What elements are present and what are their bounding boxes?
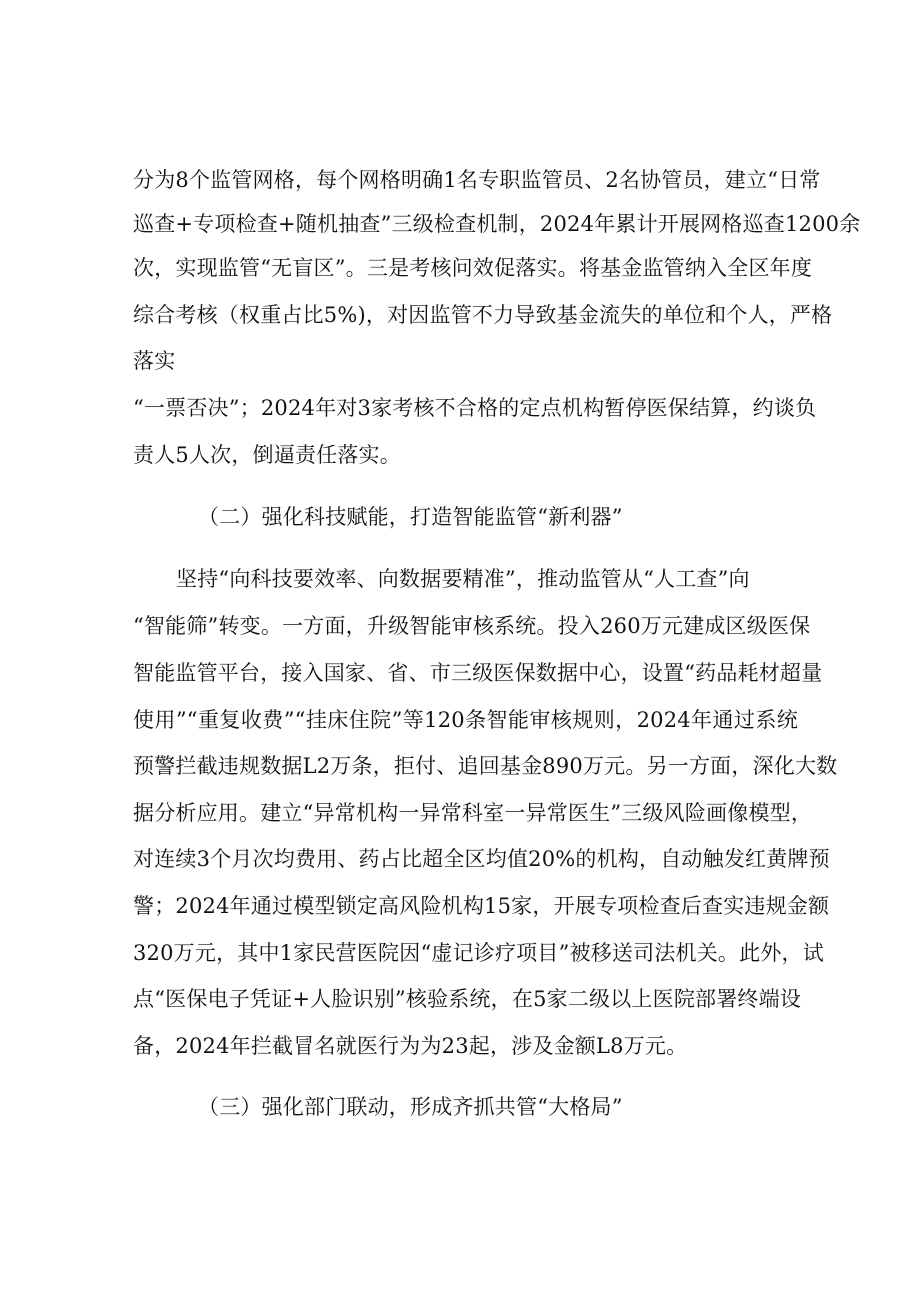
paragraph-line: “一票否决”；2024年对3家考核不合格的定点机构暂停医保结算，约谈负 <box>133 396 817 420</box>
paragraph-line: 综合考核（权重占比5%)，对因监管不力导致基金流失的单位和个人，严格 <box>133 303 833 327</box>
paragraph-line: 责人5人次，倒逼责任落实。 <box>133 443 401 467</box>
paragraph-line: 点“医保电子凭证+人脸识别”核验系统，在5家二级以上医院部署终端设 <box>133 987 802 1011</box>
paragraph-line: 智能监管平台，接入国家、省、市三级医保数据中心，设置“药品耗材超量 <box>133 661 823 685</box>
paragraph-line: 次，实现监管“无盲区”。三是考核问效促落实。将基金监管纳入全区年度 <box>133 256 813 280</box>
paragraph-line: 使用”“重复收费”“挂床住院”等120条智能审核规则，2024年通过系统 <box>133 708 798 732</box>
paragraph-line: 320万元，其中1家民营医院因“虚记诊疗项目”被移送司法机关。此外，试 <box>133 941 824 965</box>
section-heading: （三）强化部门联动，形成齐抓共管“大格局” <box>198 1095 623 1119</box>
paragraph-line: 预警拦截违规数据L2万条，拒付、追回基金890万元。另一方面，深化大数 <box>133 754 838 778</box>
paragraph-line: 对连续3个月次均费用、药占比超全区均值20%的机构，自动触发红黄牌预 <box>133 847 830 871</box>
paragraph-line: 备，2024年拦截冒名就医行为为23起，涉及金额L8万元。 <box>133 1034 688 1058</box>
section-heading: （二）强化科技赋能，打造智能监管“新利器” <box>198 505 623 529</box>
paragraph-line: 落实 <box>133 349 176 373</box>
paragraph-line: 分为8个监管网格，每个网格明确1名专职监管员、2名协管员，建立“日常 <box>133 168 821 192</box>
paragraph-line: 据分析应用。建立“异常机构一异常科室一异常医生”三级风险画像模型， <box>133 801 813 825</box>
paragraph-line: 巡查+专项检查+随机抽查”三级检查机制，2024年累计开展网格巡查1200余 <box>133 212 861 236</box>
paragraph-line: 坚持“向科技要效率、向数据要精准”，推动监管从“人工查”向 <box>176 567 750 591</box>
paragraph-line: “智能筛”转变。一方面，升级智能审核系统。投入260万元建成区级医保 <box>133 614 811 638</box>
paragraph-line: 警；2024年通过模型锁定高风险机构15家，开展专项检查后查实违规金额 <box>133 894 830 918</box>
